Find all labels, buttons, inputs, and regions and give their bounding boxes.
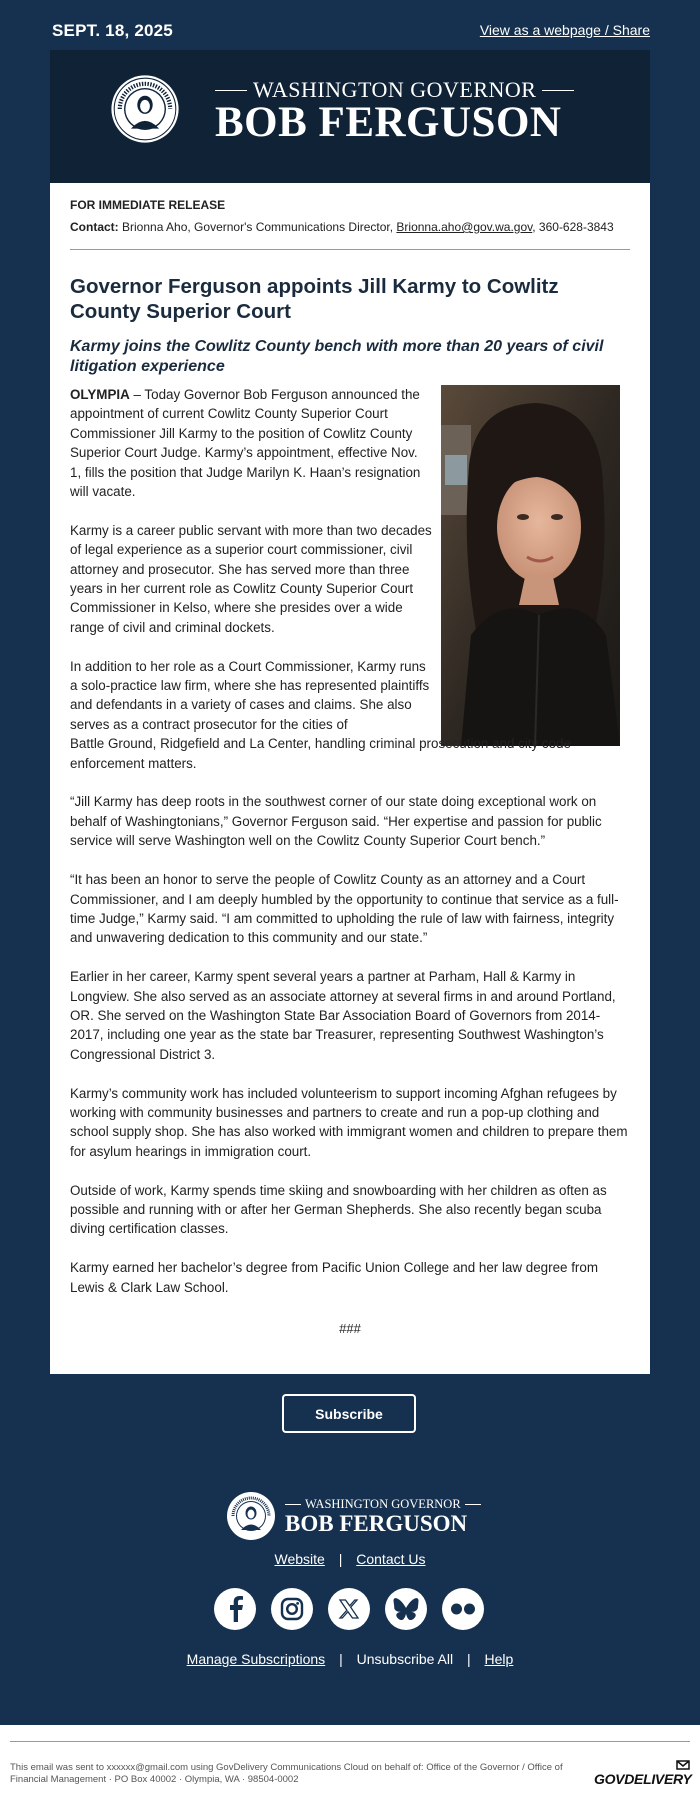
footer-brand-line2: BOB FERGUSON: [285, 1511, 468, 1536]
contact-line: Contact: Brionna Aho, Governor's Communications Director, Brionna.aho@gov.wa.gov, 360-628-3843: [70, 220, 614, 234]
legal-divider: [10, 1741, 690, 1742]
state-seal-icon: [110, 74, 180, 144]
immediate-release-label: FOR IMMEDIATE RELEASE: [70, 198, 226, 212]
press-release-card: [50, 183, 650, 1374]
envelope-icon: [676, 1759, 690, 1771]
facebook-icon[interactable]: [214, 1588, 256, 1630]
brand-line2: BOB FERGUSON: [215, 99, 562, 146]
view-as-webpage-link[interactable]: View as a webpage / Share: [479, 22, 650, 38]
footer-brand-line1: WASHINGTON GOVERNOR: [305, 1497, 461, 1511]
paragraph-3: In addition to her role as a Court Commissioner, Karmy runs a solo-practice law firm, where she has represented plaintiffs and defendants in a variety of cases and claims. She also serves as a contract prosecutor for the cities of Battle Ground, Ridgefield and La Center, handling criminal prosecution and city code enforcement matters.: [70, 658, 571, 771]
brand-line1: WASHINGTON GOVERNOR: [253, 77, 537, 102]
unsubscribe-all-link[interactable]: Unsubscribe All: [356, 1651, 454, 1667]
subscribe-button[interactable]: Subscribe: [282, 1394, 416, 1433]
paragraph-4: “Jill Karmy has deep roots in the southwest corner of our state doing exceptional work on behalf of Washingtonians,” Governor Ferguson said. “Her expertise and passion for public service will serve Washington well on the Cowlitz County Superior Court bench.”: [70, 794, 602, 849]
article-body: [70, 385, 630, 1316]
footer-brand-wordmark: [285, 1497, 481, 1536]
website-link[interactable]: Website: [274, 1551, 325, 1567]
x-icon[interactable]: [328, 1588, 370, 1630]
instagram-icon[interactable]: [271, 1588, 313, 1630]
article-headline: Governor Ferguson appoints Jill Karmy to Cowlitz County Superior Court: [70, 275, 559, 323]
release-header: [70, 198, 630, 234]
contact-us-link[interactable]: Contact Us: [356, 1551, 426, 1567]
contact-email-link[interactable]: Brionna.aho@gov.wa.gov: [396, 220, 533, 234]
article-subhead: Karmy joins the Cowlitz County bench with more than 20 years of civil litigation experience: [70, 338, 604, 375]
manage-subscriptions-link[interactable]: Manage Subscriptions: [186, 1651, 326, 1667]
footer-seal-icon: [226, 1491, 276, 1541]
help-link[interactable]: Help: [484, 1651, 514, 1667]
brand-wordmark: [215, 77, 574, 146]
govdelivery-logo[interactable]: GOVDELIVERY: [594, 1771, 692, 1787]
paragraph-6: Earlier in her career, Karmy spent several years a partner at Parham, Hall & Karmy in Longview. She also served as an associate attorney at several firms in and around Portland, OR. She served on the Washington State Bar Association Board of Governors from 2014-2017, including one year as the state bar Treasurer, representing Southwest Washington’s Congressional District 3.: [70, 969, 616, 1062]
paragraph-9: Karmy earned her bachelor’s degree from Pacific Union College and her law degree from Lewis & Clark Law School.: [70, 1260, 598, 1295]
paragraph-7: Karmy’s community work has included volunteerism to support incoming Afghan refugees by working with community businesses and partners to create and run a pop-up clothing and school supply shop. She has also worked with immigrant women and children to prepare them for asylum hearings in immigration court.: [70, 1085, 628, 1159]
flickr-icon[interactable]: [442, 1588, 484, 1630]
top-bar: [50, 18, 650, 46]
end-mark: ###: [339, 1321, 361, 1336]
release-date: SEPT. 18, 2025: [52, 21, 173, 40]
paragraph-8: Outside of work, Karmy spends time skiing and snowboarding with her children as often as possible and running with or after her German Shepherds. She also recently began scuba diving certification classes.: [70, 1182, 607, 1237]
governor-banner: [50, 50, 650, 183]
legal-fine-print: This email was sent to xxxxxx@gmail.com using GovDelivery Communications Cloud on behalf of: Office of the Governor / Office of Financial Management · PO Box 40002 · Olympia, WA · 98504-0002: [10, 1762, 563, 1785]
footer-links: Website | Contact Us: [274, 1551, 426, 1567]
paragraph-2: Karmy is a career public servant with more than two decades of legal experience as a superior court commissioner, civil attorney and prosecutor. She has served more than three years in her current role as Cowlitz County Superior Court Commissioner in Kelso, where she presides over a wide range of civil and criminal dockets.: [70, 522, 432, 635]
subscription-links: Manage Subscriptions | Unsubscribe All | Help: [186, 1651, 514, 1667]
legal-footer: [0, 1725, 700, 1795]
bluesky-icon[interactable]: [385, 1588, 427, 1630]
divider: [70, 249, 630, 250]
paragraph-5: “It has been an honor to serve the people of Cowlitz County as an attorney and a Court Commissioner, and I am deeply humbled by the opportunity to continue that service as a full-time Judge,” Karmy said. “I am committed to upholding the rule of law with fairness, integrity and unwavering dedication to this community and our state.”: [70, 872, 619, 946]
paragraph-1: OLYMPIA – Today Governor Bob Ferguson announced the appointment of current Cowlitz County Superior Court Commissioner Jill Karmy to the position of Cowlitz County Superior Court Judge. Karmy’s appointment, effective Nov. 1, fills the position that Judge Marilyn K. Haan’s resignation will vacate.: [70, 387, 421, 500]
